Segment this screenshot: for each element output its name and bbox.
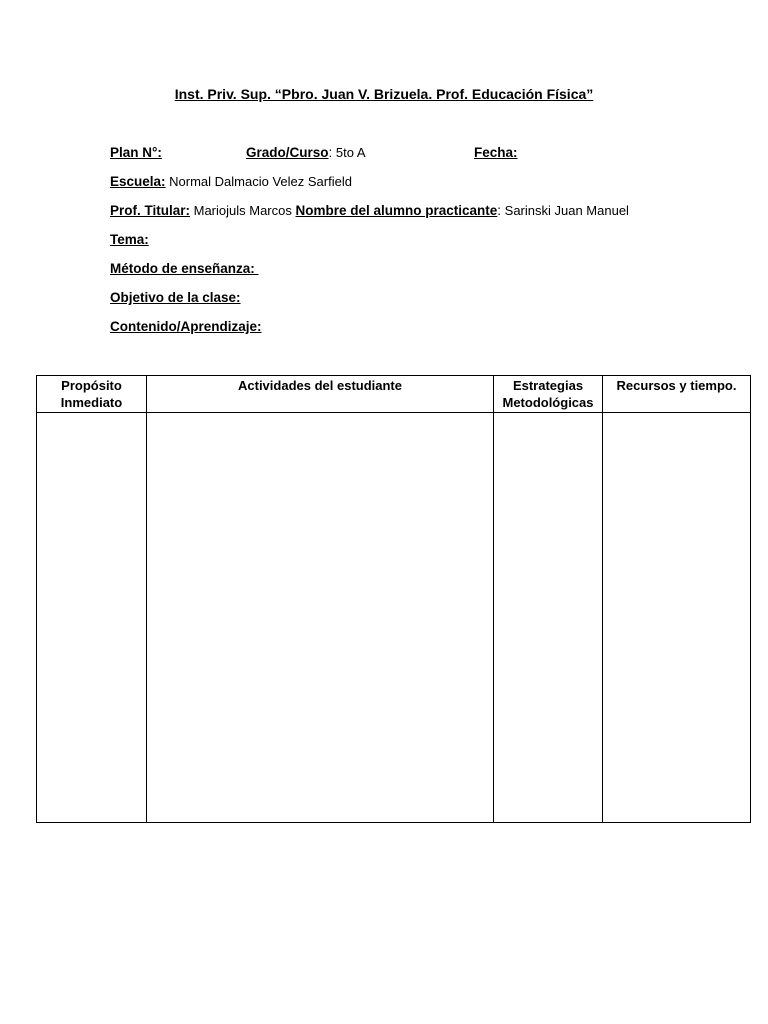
- plan-number-label: Plan N°:: [110, 145, 162, 160]
- metodo-label: Método de enseñanza:: [110, 261, 259, 276]
- contenido-row: [110, 318, 262, 336]
- alumno-label: Nombre del alumno practicante: [295, 203, 498, 218]
- profesor-row: [110, 202, 629, 220]
- alumno-separator: :: [497, 203, 502, 218]
- cell-estrategias[interactable]: [494, 413, 603, 823]
- tema-label: Tema:: [110, 232, 149, 247]
- header-recursos: [603, 376, 751, 413]
- grado-curso-value: 5to A: [332, 145, 366, 160]
- plan-row: [110, 144, 670, 162]
- objetivo-row: [110, 289, 241, 307]
- header-proposito-line1: Propósito: [61, 378, 122, 393]
- cell-recursos[interactable]: [603, 413, 751, 823]
- header-estrategias: [494, 376, 603, 413]
- header-estrategias-line1: Estrategias: [512, 378, 584, 393]
- fecha-label: Fecha:: [474, 145, 518, 160]
- header-proposito-line2: Inmediato: [60, 395, 123, 410]
- escuela-value: Normal Dalmacio Velez Sarfield: [165, 174, 352, 189]
- page-title: Inst. Priv. Sup. “Pbro. Juan V. Brizuela. Prof. Educación Física”: [174, 86, 594, 102]
- plan-table: [36, 375, 751, 823]
- objetivo-label: Objetivo de la clase:: [110, 290, 241, 305]
- prof-titular-value: Mariojuls Marcos: [190, 203, 296, 218]
- header-proposito: [37, 376, 147, 413]
- escuela-row: [110, 173, 352, 191]
- header-recursos-line1: Recursos y tiempo.: [616, 378, 737, 393]
- grado-curso-field: [246, 144, 366, 162]
- alumno-value: Sarinski Juan Manuel: [501, 203, 629, 218]
- header-actividades: [147, 376, 494, 413]
- header-actividades-line1: Actividades del estudiante: [238, 378, 402, 393]
- cell-proposito[interactable]: [37, 413, 147, 823]
- grado-curso-label: Grado/Curso: [246, 145, 329, 160]
- table-header-row: [37, 376, 751, 413]
- prof-titular-label: Prof. Titular:: [110, 203, 191, 218]
- cell-actividades[interactable]: [147, 413, 494, 823]
- header-estrategias-line2: Metodológicas: [502, 395, 594, 410]
- table-row: [37, 413, 751, 823]
- grado-curso-separator: :: [328, 145, 333, 160]
- escuela-label: Escuela:: [110, 174, 166, 189]
- tema-row: [110, 231, 149, 249]
- metodo-row: [110, 260, 259, 278]
- contenido-label: Contenido/Aprendizaje:: [110, 319, 262, 334]
